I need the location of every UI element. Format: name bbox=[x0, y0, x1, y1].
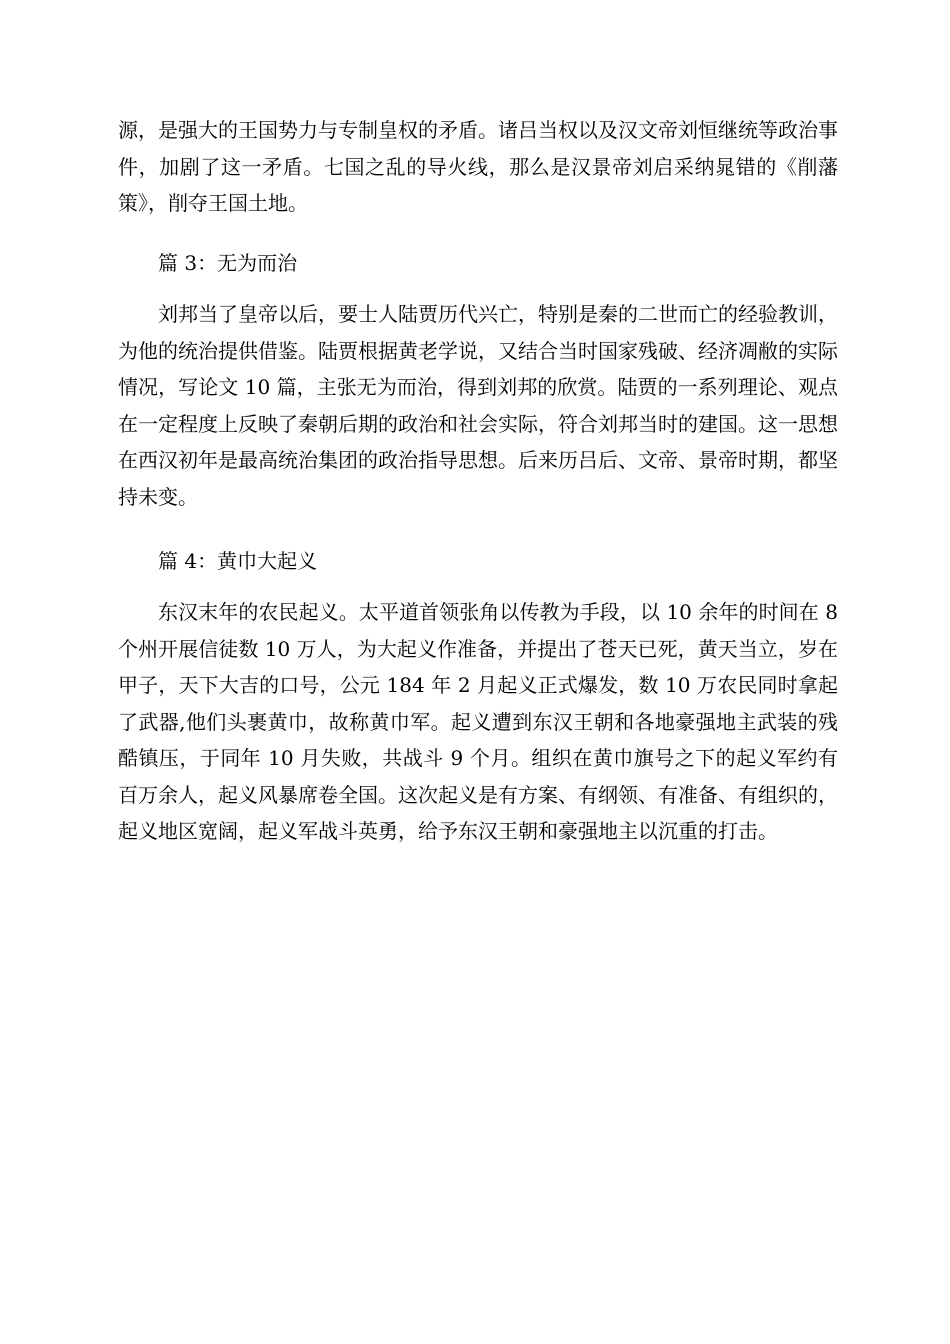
section-3-heading: 篇 3：无为而治 bbox=[158, 251, 298, 275]
paragraph-continuation: 源，是强大的王国势力与专制皇权的矛盾。诸吕当权以及汉文帝刘恒继统等政治事件，加剧了这一矛盾。七国之乱的导火线，那么是汉景帝刘启采纳晁错的《削藩策》，削夺王国土地。 bbox=[118, 118, 838, 215]
section-4-heading: 篇 4：黄巾大起义 bbox=[158, 549, 318, 573]
section-3-body: 刘邦当了皇帝以后，要士人陆贾历代兴亡，特别是秦的二世而亡的经验教训，为他的统治提供借鉴。陆贾根据黄老学说，又结合当时国家残破、经济凋敝的实际情况，写论文 10 篇，主张无为而治，得到刘邦的欣赏。陆贾的一系列理论、观点在一定程度上反映了秦朝后期的政治和社会实际，符合刘邦当时的建国。这一思想在西汉初年是最高统治集团的政治指导思想。后来历吕后、文帝、景帝时期，都坚持未变。 bbox=[118, 302, 838, 509]
section-4-body: 东汉末年的农民起义。太平道首领张角以传教为手段，以 10 余年的时间在 8 个州开展信徒数 10 万人，为大起义作准备，并提出了苍天已死，黄天当立，岁在甲子，天下大吉的口号，公元 184 年 2 月起义正式爆发，数 10 万农民同时拿起了武器,他们头裹黄巾，故称黄巾军。起义遭到东汉王朝和各地豪强地主武装的残酷镇压，于同年 10 月失败，共战斗 9 个月。组织在黄巾旗号之下的起义军约有百万余人，起义风暴席卷全国。这次起义是有方案、有纲领、有准备、有组织的，起义地区宽阔，起义军战斗英勇，给予东汉王朝和豪强地主以沉重的打击。 bbox=[118, 600, 838, 843]
